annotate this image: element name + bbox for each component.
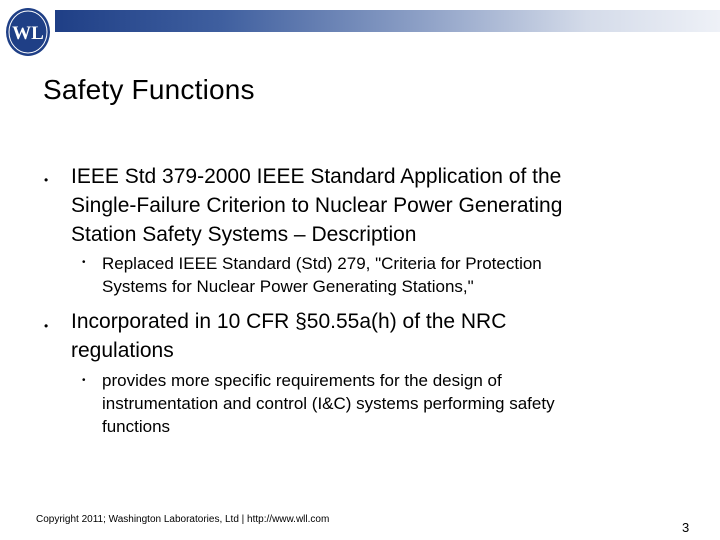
sub-bullet-2-line: provides more specific requirements for the design of <box>102 371 502 390</box>
bullet-2-line: regulations <box>71 339 174 362</box>
bullet-dot: • <box>44 173 49 187</box>
page-number: 3 <box>682 520 690 535</box>
sub-bullet-1-line: Replaced IEEE Standard (Std) 279, "Criteria for Protection <box>102 254 542 273</box>
sub-bullet-dot: • <box>82 375 86 386</box>
bullet-item-1 <box>71 162 562 249</box>
sub-bullet-1-line: Systems for Nuclear Power Generating Stations," <box>102 277 474 296</box>
company-logo <box>4 6 52 58</box>
copyright-footer: Copyright 2011; Washington Laboratories, Ltd | http://www.wll.com <box>36 514 330 525</box>
bullet-dot: • <box>44 319 49 333</box>
sub-bullet-2-line: instrumentation and control (I&C) systems performing safety <box>102 394 555 413</box>
bullet-1-line: Station Safety Systems – Description <box>71 223 417 246</box>
sub-bullet-item-1 <box>102 252 542 298</box>
sub-bullet-dot: • <box>82 257 86 268</box>
bullet-2-line: Incorporated in 10 CFR §50.55a(h) of the NRC <box>71 310 507 333</box>
svg-text:WL: WL <box>12 23 44 44</box>
bullet-1-line: Single-Failure Criterion to Nuclear Power Generating <box>71 194 563 217</box>
slide-title: Safety Functions <box>43 74 255 105</box>
bullet-item-2 <box>71 307 506 365</box>
bullet-1-line: IEEE Std 379-2000 IEEE Standard Application of the <box>71 165 562 188</box>
sub-bullet-2-line: functions <box>102 417 171 436</box>
sub-bullet-item-2 <box>102 369 555 438</box>
header-bar <box>55 10 720 32</box>
